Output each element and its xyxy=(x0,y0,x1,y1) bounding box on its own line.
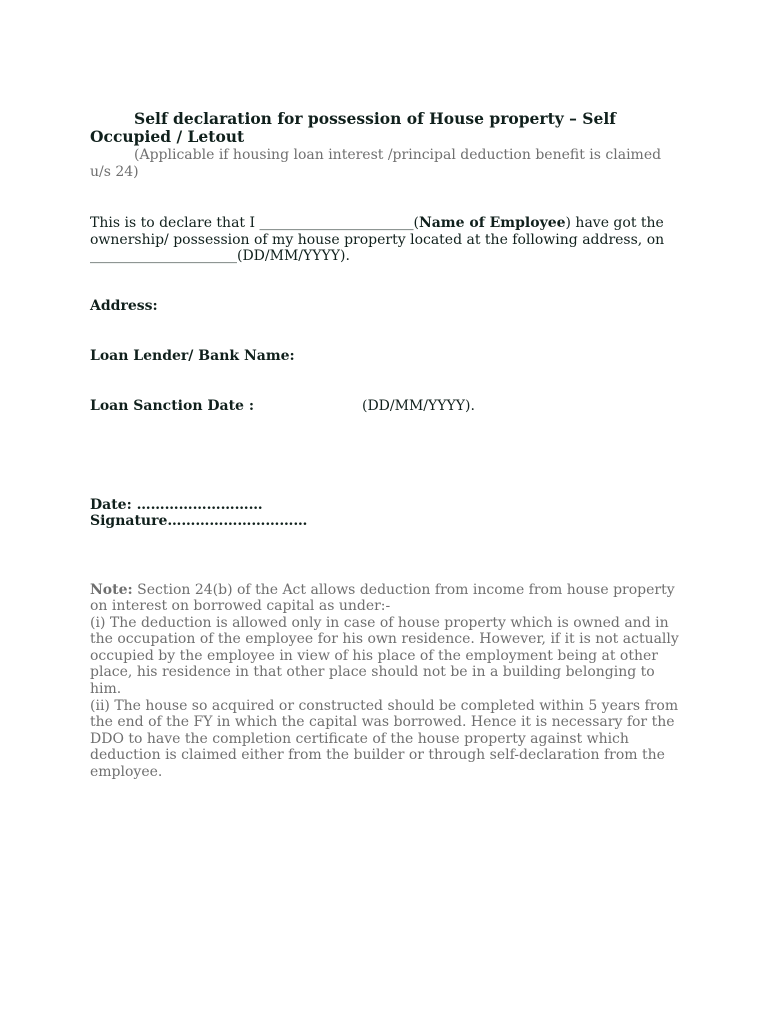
note-label: Note: xyxy=(90,581,133,598)
note-section xyxy=(90,582,680,781)
declaration-text-part2: ) have got the ownership/ possession of my house property located at the following address, on _____________________(DD/MM/YYYY). xyxy=(90,215,665,264)
loan-sanction-date-format: (DD/MM/YYYY). xyxy=(362,397,475,414)
loan-sanction-label: Loan Sanction Date : xyxy=(90,397,254,414)
signature-line: Signature………………………… xyxy=(90,513,308,529)
document-page xyxy=(90,110,680,781)
loan-lender-label: Loan Lender/ Bank Name: xyxy=(90,347,295,364)
signature-block xyxy=(90,497,680,530)
declaration-paragraph xyxy=(90,215,680,265)
employee-name-placeholder: Name of Employee xyxy=(418,215,566,231)
note-item-2: (ii) The house so acquired or constructed should be completed within 5 years from the end of the FY in which the capital was borrowed. Hence it is necessary for the DDO to have the completion certificate of the house property against which deduction is claimed either from the builder or through self-declaration from the employee. xyxy=(90,697,679,781)
loan-sanction-row xyxy=(90,398,680,415)
note-intro-text: Section 24(b) of the Act allows deduction from income from house property on interest on borrowed capital as under:- xyxy=(90,581,675,615)
note-item-1: (i) The deduction is allowed only in case of house property which is owned and in the occupation of the employee for his own residence. However, if it is not actually occupied by the employee in view of his place of the employment being at other place, his residence in that other place should not be in a building belonging to him. xyxy=(90,614,679,698)
note-intro xyxy=(90,582,680,615)
declaration-text-part1: This is to declare that I ______________________( xyxy=(90,215,419,231)
document-title: Self declaration for possession of House property – Self Occupied / Letout xyxy=(90,109,616,146)
date-line: Date: ……………………… xyxy=(90,496,263,513)
document-subtitle: (Applicable if housing loan interest /principal deduction benefit is claimed u/s 24) xyxy=(90,147,662,180)
address-label: Address: xyxy=(90,297,158,314)
